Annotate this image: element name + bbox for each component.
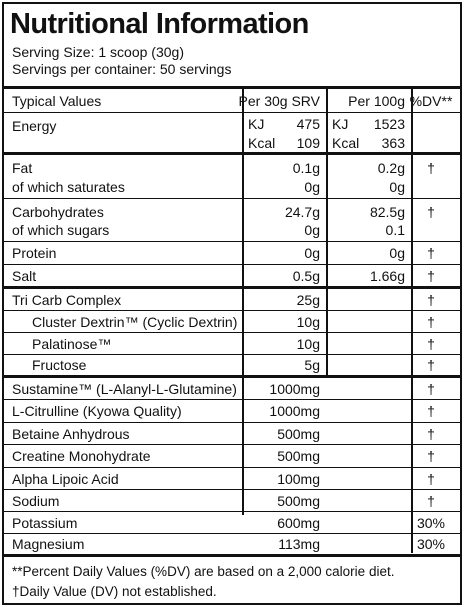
- fat-label: Fat: [12, 160, 33, 176]
- creatine-srv: 500mg: [277, 448, 320, 464]
- protein-label: Protein: [12, 245, 57, 261]
- table-row-citrulline: [4, 400, 460, 423]
- protein-p100: 0g: [389, 245, 405, 261]
- fructose-srv: 5g: [304, 357, 320, 373]
- cluster-dextrin-srv: 10g: [296, 314, 320, 330]
- table-row-energy: [4, 113, 460, 155]
- energy-p100-kj: 1523: [373, 116, 405, 132]
- header-per-serving: Per 30g SRV: [238, 93, 320, 109]
- serving-size: Serving Size: 1 scoop (30g): [12, 44, 184, 60]
- table-row-potassium: [4, 512, 460, 534]
- saturates-p100: 0g: [389, 179, 405, 195]
- alpha-lipoic-label: Alpha Lipoic Acid: [12, 471, 119, 487]
- carbohydrates-dv: †: [427, 204, 435, 220]
- potassium-label: Potassium: [12, 515, 78, 531]
- sugars-label: of which sugars: [12, 222, 110, 238]
- footnote-not-established: †Daily Value (DV) not established.: [12, 584, 217, 599]
- table-row-protein: [4, 242, 460, 265]
- creatine-label: Creatine Monohydrate: [12, 448, 151, 464]
- sodium-srv: 500mg: [277, 493, 320, 509]
- table-row-palatinose: [4, 333, 460, 355]
- table-row-salt: [4, 265, 460, 289]
- energy-srv-kj: 475: [296, 116, 320, 132]
- magnesium-srv: 113mg: [278, 536, 320, 552]
- sodium-label: Sodium: [12, 493, 60, 509]
- carbohydrates-p100: 82.5g: [369, 204, 405, 220]
- table-row-fat: [4, 155, 460, 199]
- cluster-dextrin-dv: †: [427, 314, 435, 330]
- header-per-100g: Per 100g: [348, 93, 405, 109]
- fructose-label: Fructose: [32, 357, 87, 373]
- fructose-dv: †: [427, 357, 435, 373]
- betaine-dv: †: [427, 426, 435, 442]
- energy-kcal-unit-100g: Kcal: [332, 135, 360, 151]
- table-row-carbohydrates: [4, 199, 460, 242]
- citrulline-label: L-Citrulline (Kyowa Quality): [12, 403, 182, 419]
- carbohydrates-label: Carbohydrates: [12, 204, 104, 220]
- table-row-magnesium: [4, 534, 460, 557]
- alpha-lipoic-srv: 100mg: [277, 471, 320, 487]
- energy-kj-unit-100g: KJ: [332, 116, 349, 132]
- tri-carb-srv: 25g: [296, 292, 320, 308]
- potassium-dv: 30%: [416, 515, 446, 531]
- header-dv: %DV**: [409, 93, 453, 109]
- fat-srv: 0.1g: [292, 160, 320, 176]
- salt-p100: 1.66g: [369, 268, 405, 284]
- salt-srv: 0.5g: [292, 268, 320, 284]
- energy-label: Energy: [12, 118, 57, 134]
- energy-srv-kcal: 109: [296, 135, 320, 151]
- tri-carb-dv: †: [427, 292, 435, 308]
- sustamine-dv: †: [427, 381, 435, 397]
- nutrition-panel: [2, 2, 462, 605]
- table-row-cluster-dextrin: [4, 311, 460, 333]
- table-row-sodium: [4, 490, 460, 512]
- saturates-label: of which saturates: [12, 179, 125, 195]
- saturates-srv: 0g: [304, 179, 320, 195]
- energy-kcal-unit: Kcal: [248, 135, 276, 151]
- energy-p100-kcal: 363: [381, 135, 405, 151]
- salt-dv: †: [427, 268, 435, 284]
- table-header-row: [4, 89, 460, 113]
- table-row-fructose: [4, 355, 460, 378]
- protein-dv: †: [427, 245, 435, 261]
- panel-title: Nutritional Information: [10, 8, 309, 40]
- fat-p100: 0.2g: [377, 160, 405, 176]
- protein-srv: 0g: [304, 245, 320, 261]
- sugars-p100: 0.1: [385, 222, 405, 238]
- sodium-dv: †: [427, 493, 435, 509]
- salt-label: Salt: [12, 268, 37, 284]
- betaine-label: Betaine Anhydrous: [12, 426, 130, 442]
- citrulline-srv: 1000mg: [269, 403, 320, 419]
- betaine-srv: 500mg: [277, 426, 320, 442]
- creatine-dv: †: [427, 448, 435, 464]
- table-row-tri-carb: [4, 289, 460, 311]
- table-row-sustamine: [4, 378, 460, 400]
- palatinose-label: Palatinose™: [32, 336, 112, 352]
- alpha-lipoic-dv: †: [427, 471, 435, 487]
- sustamine-label: Sustamine™ (L-Alanyl-L-Glutamine): [12, 381, 237, 397]
- cluster-dextrin-label: Cluster Dextrin™ (Cyclic Dextrin): [32, 314, 238, 330]
- palatinose-dv: †: [427, 336, 435, 352]
- servings-per-container: Servings per container: 50 servings: [12, 61, 232, 77]
- citrulline-dv: †: [427, 403, 435, 419]
- palatinose-srv: 10g: [296, 336, 320, 352]
- table-row-betaine: [4, 423, 460, 445]
- magnesium-dv: 30%: [416, 536, 446, 552]
- sustamine-srv: 1000mg: [269, 381, 320, 397]
- tri-carb-label: Tri Carb Complex: [12, 292, 122, 308]
- carbohydrates-srv: 24.7g: [284, 204, 320, 220]
- energy-kj-unit: KJ: [248, 116, 265, 132]
- potassium-srv: 600mg: [277, 515, 320, 531]
- footnote-daily-values: **Percent Daily Values (%DV) are based on a 2,000 calorie diet.: [12, 564, 395, 579]
- header-label: Typical Values: [12, 93, 102, 109]
- magnesium-label: Magnesium: [12, 536, 85, 552]
- fat-dv: †: [427, 160, 435, 176]
- sugars-srv: 0g: [304, 222, 320, 238]
- table-row-alpha-lipoic: [4, 468, 460, 490]
- table-row-creatine: [4, 445, 460, 468]
